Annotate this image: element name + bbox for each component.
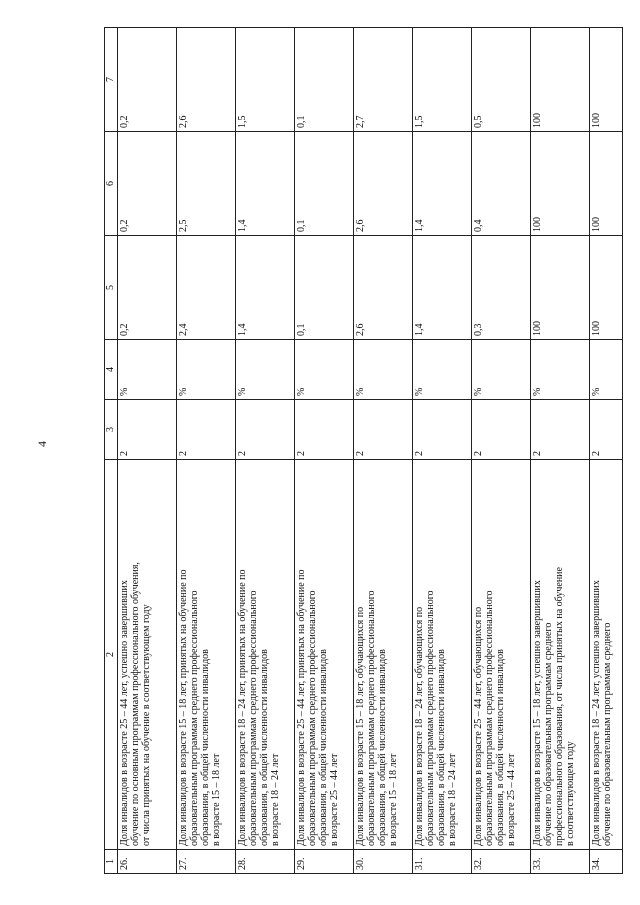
indicator-line: в возрасте 15 – 18 лет	[211, 753, 222, 846]
indicator-line: в возрасте 25 – 44 лет	[506, 753, 517, 846]
value-cell: 2,4	[177, 236, 236, 340]
table-row	[590, 28, 623, 874]
indicator-line: образовательным программам среднего профессионального	[484, 590, 495, 846]
indicator-line: Доля инвалидов в возрасте 25 – 44 лет, принятых на обучение по	[296, 569, 307, 846]
row-number: 34.	[590, 850, 623, 874]
header-cell: 5	[105, 236, 118, 340]
value-cell: 1,4	[236, 132, 295, 236]
unit-cell: %	[118, 340, 177, 400]
value-cell: 2,6	[354, 236, 413, 340]
table-row	[236, 28, 295, 874]
table-row	[354, 28, 413, 874]
table-row	[118, 28, 177, 874]
col3-cell: 2	[177, 400, 236, 460]
page-number: 4	[35, 441, 49, 447]
indicator-line: Доля инвалидов в возрасте 15 – 18 лет, успешно завершивших	[532, 580, 543, 846]
indicator-line: Доля инвалидов в возрасте 25 – 44 лет, успешно завершивших	[119, 580, 130, 846]
indicator-line: образовательным программам среднего профессионального	[189, 590, 200, 846]
value-cell: 1,5	[236, 28, 295, 132]
indicators-table	[104, 27, 623, 874]
value-cell: 100	[590, 28, 623, 132]
indicator-line: образовательным программам среднего профессионального	[307, 590, 318, 846]
indicator-line: образовательным программам среднего профессионального	[425, 590, 436, 846]
header-cell: 3	[105, 400, 118, 460]
header-cell: 4	[105, 340, 118, 400]
value-cell: 2,7	[354, 28, 413, 132]
unit-cell: %	[295, 340, 354, 400]
value-cell: 100	[531, 236, 590, 340]
value-cell: 100	[531, 132, 590, 236]
value-cell: 0,2	[118, 132, 177, 236]
indicator-line: в возрасте 18 – 24 лет	[447, 753, 458, 846]
row-number: 32.	[472, 850, 531, 874]
indicator-line: образовательным программам среднего профессионального	[366, 590, 377, 846]
header-cell: 7	[105, 28, 118, 132]
value-cell: 1,4	[236, 236, 295, 340]
value-cell: 0,5	[472, 28, 531, 132]
indicator-line: образования, в общей численности инвалидов	[377, 649, 388, 846]
row-number: 29.	[295, 850, 354, 874]
col3-cell: 2	[590, 400, 623, 460]
indicator-line: в возрасте 18 – 24 лет	[270, 753, 281, 846]
indicator-line: в соответствующем году	[565, 741, 576, 846]
row-number: 28.	[236, 850, 295, 874]
value-cell: 1,4	[413, 132, 472, 236]
col3-cell: 2	[354, 400, 413, 460]
unit-cell: %	[590, 340, 623, 400]
value-cell: 100	[531, 28, 590, 132]
value-cell: 0,3	[472, 236, 531, 340]
table-row	[472, 28, 531, 874]
indicator-line: образования, в общей численности инвалидов	[318, 649, 329, 846]
value-cell: 1,5	[413, 28, 472, 132]
unit-cell: %	[236, 340, 295, 400]
table-row	[177, 28, 236, 874]
indicator-line: образования, в общей численности инвалидов	[436, 649, 447, 846]
indicator-line: Доля инвалидов в возрасте 18 – 24 лет, принятых на обучение по	[237, 569, 248, 846]
col3-cell: 2	[531, 400, 590, 460]
value-cell: 0,4	[472, 132, 531, 236]
table-row	[295, 28, 354, 874]
indicator-text	[177, 460, 236, 850]
indicator-line: Доля инвалидов в возрасте 18 – 24 лет, успешно завершивших	[591, 580, 602, 846]
col3-cell: 2	[236, 400, 295, 460]
value-cell: 2,6	[177, 28, 236, 132]
indicator-text	[590, 460, 623, 850]
row-number: 26.	[118, 850, 177, 874]
value-cell: 100	[590, 236, 623, 340]
value-cell: 0,2	[118, 28, 177, 132]
unit-cell: %	[413, 340, 472, 400]
indicator-line: в возрасте 15 – 18 лет	[388, 753, 399, 846]
table-header-row	[105, 28, 118, 874]
col3-cell: 2	[413, 400, 472, 460]
unit-cell: %	[531, 340, 590, 400]
value-cell: 100	[590, 132, 623, 236]
unit-cell: %	[354, 340, 413, 400]
row-number: 33.	[531, 850, 590, 874]
indicator-line: Доля инвалидов в возрасте 15 – 18 лет, обучающихся по	[355, 606, 366, 846]
indicator-line: обучение по образовательным программам среднего	[602, 622, 613, 846]
col3-cell: 2	[472, 400, 531, 460]
value-cell: 0,1	[295, 132, 354, 236]
indicator-line: в возрасте 25 – 44 лет	[329, 753, 340, 846]
unit-cell: %	[177, 340, 236, 400]
value-cell: 0,2	[118, 236, 177, 340]
indicator-text	[354, 460, 413, 850]
value-cell: 1,4	[413, 236, 472, 340]
indicator-text	[413, 460, 472, 850]
header-cell: 6	[105, 132, 118, 236]
indicator-line: обучение по образовательным программам среднего	[543, 622, 554, 846]
indicator-line: Доля инвалидов в возрасте 15 – 18 лет, принятых на обучение по	[178, 569, 189, 846]
indicator-line: образования, в общей численности инвалидов	[495, 649, 506, 846]
header-cell: 1	[105, 850, 118, 874]
indicator-text	[295, 460, 354, 850]
indicator-line: образовательным программам среднего профессионального	[248, 590, 259, 846]
table-row	[413, 28, 472, 874]
indicator-line: Доля инвалидов в возрасте 25 – 44 лет, обучающихся по	[473, 606, 484, 846]
indicator-text	[236, 460, 295, 850]
indicator-line: профессионального образования, от числа принятых на обучение	[554, 567, 565, 846]
row-number: 31.	[413, 850, 472, 874]
row-number: 30.	[354, 850, 413, 874]
value-cell: 2,6	[354, 132, 413, 236]
header-cell: 2	[105, 460, 118, 850]
row-number: 27.	[177, 850, 236, 874]
col3-cell: 2	[295, 400, 354, 460]
indicator-text	[531, 460, 590, 850]
value-cell: 0,1	[295, 28, 354, 132]
unit-cell: %	[472, 340, 531, 400]
table-row	[531, 28, 590, 874]
indicator-text	[472, 460, 531, 850]
col3-cell: 2	[118, 400, 177, 460]
indicator-line: образования, в общей численности инвалидов	[200, 649, 211, 846]
indicator-line: образования, в общей численности инвалидов	[259, 649, 270, 846]
value-cell: 2,5	[177, 132, 236, 236]
indicator-line: Доля инвалидов в возрасте 18 – 24 лет, обучающихся по	[414, 606, 425, 846]
indicator-text	[118, 460, 177, 850]
value-cell: 0,1	[295, 236, 354, 340]
indicator-line: от числа принятых на обучение в соответствующем году	[141, 604, 152, 846]
indicator-line: обучение по основным программам профессионального обучения,	[130, 562, 141, 846]
rotated-table-frame	[104, 28, 613, 874]
